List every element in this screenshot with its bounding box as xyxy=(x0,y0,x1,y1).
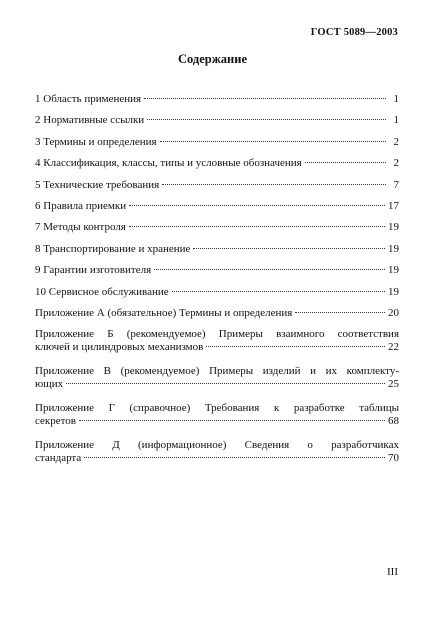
toc-entry xyxy=(35,286,399,299)
leader-dots xyxy=(144,98,386,99)
leader-dots xyxy=(172,291,385,292)
toc-entry-label: 6 Правила приемки xyxy=(35,199,127,212)
toc-entry xyxy=(35,136,399,149)
toc-appendix-entry xyxy=(35,365,399,391)
leader-dots xyxy=(295,312,385,313)
toc-appendix-line2: ключей и цилиндровых механизмов xyxy=(35,341,204,354)
toc-entry-label: 3 Термины и определения xyxy=(35,135,157,148)
leader-dots xyxy=(193,248,385,249)
toc-appendix-last-line xyxy=(35,378,399,391)
toc-entry xyxy=(35,114,399,127)
toc-entry-page: 19 xyxy=(388,285,399,298)
toc-entry-page: 1 xyxy=(393,93,399,105)
toc-entry-page: 20 xyxy=(388,306,399,319)
toc-entry-page: 19 xyxy=(388,221,399,234)
toc-appendix-line1: Приложение Г (справочное) Требования к разработке таблицы xyxy=(35,402,399,415)
toc-appendix-last-line xyxy=(35,415,399,428)
leader-dots xyxy=(129,205,385,206)
toc-entry-page: 22 xyxy=(388,341,399,354)
toc-entry xyxy=(35,179,399,192)
table-of-contents xyxy=(35,93,399,476)
leader-dots xyxy=(84,457,385,458)
leader-dots xyxy=(129,226,385,227)
toc-entry-label: Приложение А (обязательное) Термины и определения xyxy=(35,306,293,319)
leader-dots xyxy=(79,420,385,421)
toc-entry xyxy=(35,157,399,170)
leader-dots xyxy=(206,346,385,347)
standard-code: ГОСТ 5089—2003 xyxy=(310,27,398,38)
toc-entry-label: 8 Транспортирование и хранение xyxy=(35,242,191,255)
toc-entry-label: 4 Классификация, классы, типы и условные обозначения xyxy=(35,157,302,170)
toc-entry-label: 5 Технические требования xyxy=(35,178,160,191)
toc-entry-page: 2 xyxy=(393,135,399,148)
toc-entry xyxy=(35,264,399,277)
toc-appendix-entry xyxy=(35,402,399,428)
toc-entry-page: 70 xyxy=(388,452,399,465)
toc-appendix-entry xyxy=(35,328,399,354)
leader-dots xyxy=(66,383,385,384)
toc-entry-page: 1 xyxy=(393,114,399,127)
page-number: III xyxy=(387,566,398,578)
toc-appendix-entry xyxy=(35,439,399,465)
toc-entry xyxy=(35,200,399,213)
leader-dots xyxy=(305,162,386,163)
toc-entry-label: 10 Сервисное обслуживание xyxy=(35,285,169,298)
leader-dots xyxy=(154,269,385,270)
toc-entry-page: 68 xyxy=(388,415,399,428)
toc-entry xyxy=(35,93,399,106)
toc-appendix-line1: Приложение Б (рекомендуемое) Примеры взаимного соответствия xyxy=(35,328,399,341)
toc-appendix-last-line xyxy=(35,341,399,354)
toc-appendix-line1: Приложение В (рекомендуемое) Примеры изделий и их комплекту- xyxy=(35,365,399,378)
toc-appendix-line2: ющих xyxy=(35,378,64,391)
toc-appendix-line2: секретов xyxy=(35,415,76,428)
toc-entry-page: 25 xyxy=(388,378,399,391)
toc-entry-page: 19 xyxy=(388,264,399,277)
toc-entry-page: 19 xyxy=(388,242,399,255)
toc-title: Содержание xyxy=(177,52,247,66)
toc-entry-page: 17 xyxy=(388,199,399,212)
toc-entry-label: 7 Методы контроля xyxy=(35,221,126,234)
toc-entry-label: 2 Нормативные ссылки xyxy=(35,114,145,127)
toc-entry-page: 7 xyxy=(393,178,399,191)
leader-dots xyxy=(162,184,386,185)
toc-entry-page: 2 xyxy=(393,157,399,170)
toc-entry xyxy=(35,307,399,320)
toc-appendix-line1: Приложение Д (информационное) Сведения о разработчиках xyxy=(35,439,399,452)
toc-appendix-line2: стандарта xyxy=(35,452,82,465)
leader-dots xyxy=(147,119,386,120)
toc-entry xyxy=(35,221,399,234)
toc-entry-label: 9 Гарантии изготовителя xyxy=(35,264,152,277)
toc-entry-label: 1 Область применения xyxy=(35,93,142,105)
leader-dots xyxy=(160,141,386,142)
toc-appendix-last-line xyxy=(35,452,399,465)
toc-entry xyxy=(35,243,399,256)
